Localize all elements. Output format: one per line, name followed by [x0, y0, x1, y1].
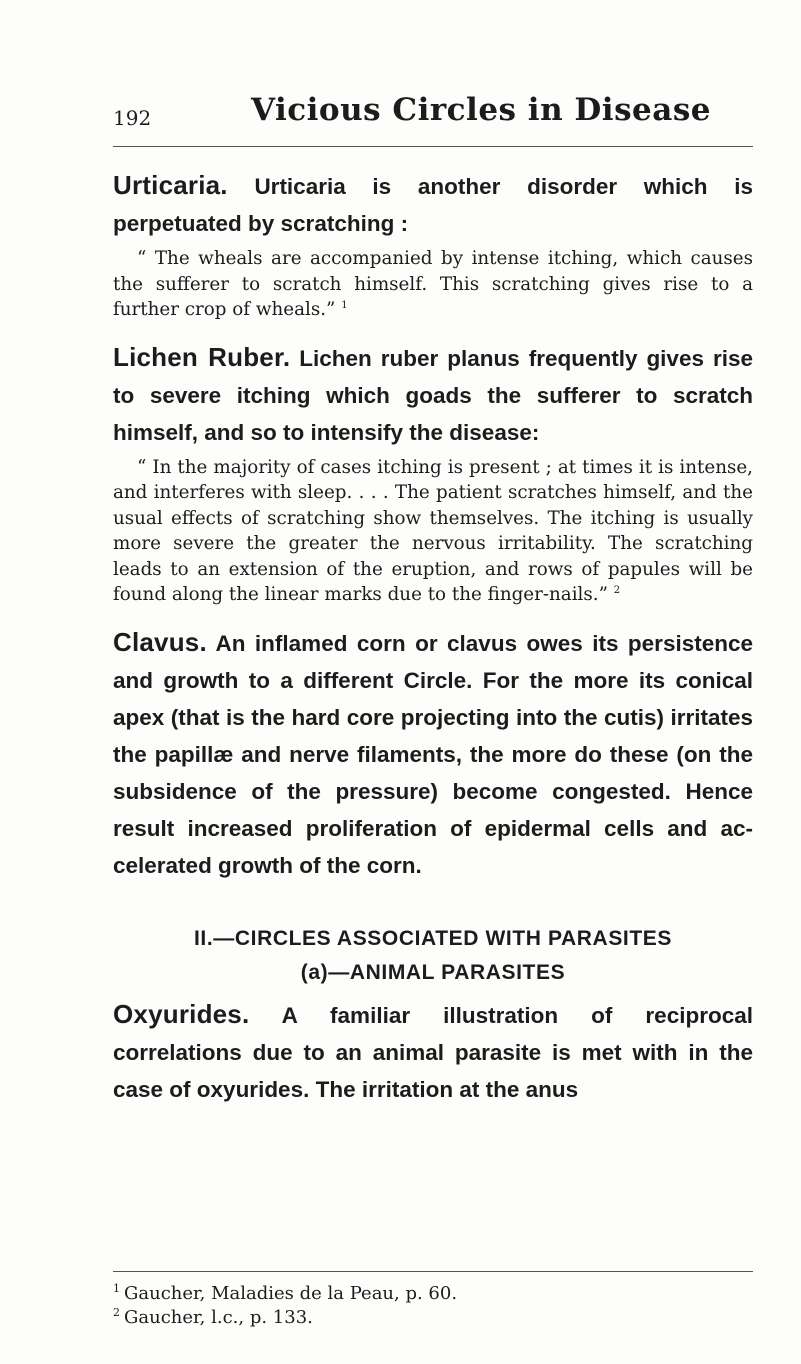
footnote-ref-2: 2: [613, 584, 621, 596]
urticaria-heading: Urticaria.: [113, 170, 228, 200]
footnote-2-number: 2: [113, 1306, 120, 1319]
oxyurides-paragraph: [113, 996, 753, 1108]
lichen-ruber-quote: [113, 455, 753, 608]
oxyurides-heading: Oxyurides.: [113, 998, 250, 1029]
footnote-1-text: Gaucher, Maladies de la Peau, p. 60.: [124, 1283, 458, 1304]
lichen-ruber-paragraph: [113, 339, 753, 451]
lichen-ruber-quote-text: “ In the majority of cases itching is present ; at times it is intense, and interferes with sleep. . . . The patient scratches himself, and the usual effects of scratching show themselves. The itching is usually more severe the greater the nervous irritability. The scratching leads to an extension of the eruption, and rows of papules will be found along the linear marks due to the finger-nails.”: [113, 456, 753, 605]
footnote-2: [113, 1306, 753, 1330]
page-content: [113, 147, 753, 1108]
clavus-heading: Clavus.: [113, 626, 207, 657]
footnote-1-number: 1: [113, 1282, 120, 1295]
running-head: [113, 90, 753, 147]
lichen-ruber-heading: Lichen Ruber.: [113, 341, 291, 372]
urticaria-quote: [113, 246, 753, 323]
part-subtitle: (a)—ANIMAL PARASITES: [300, 960, 566, 984]
oxyurides-body: A familiar illustration of reciprocal correlations due to an animal parasite is met with in the case of oxyurides. The irritation at the anus: [113, 1002, 753, 1102]
footnote-1: [113, 1282, 753, 1306]
urticaria-body: Urticaria is another disorder which is perpetuated by scratching :: [113, 174, 753, 236]
clavus-body: An inflamed corn or clavus owes its persistence and growth to a different Circle. For the more its conical apex (that is the hard core projecting into the cutis) irritates the papillæ and nerve filaments, the more do these (on the subsidence of the pressure) become congested. Hence result increased proliferation of epidermal cells and ac-celerated growth of the corn.: [113, 630, 753, 878]
page-number: 192: [113, 106, 152, 130]
page: [113, 90, 753, 1108]
book-title: Vicious Circles in Disease: [251, 92, 712, 128]
footnote-2-text: Gaucher, l.c., p. 133.: [124, 1307, 313, 1328]
lichen-ruber-body: Lichen ruber planus frequently gives rise to severe itching which goads the sufferer to scratch himself, and so to intensify the disease:: [113, 345, 753, 445]
clavus-paragraph: [113, 624, 753, 884]
urticaria-paragraph: [113, 167, 753, 242]
footnotes: [113, 1271, 753, 1330]
footnote-ref-1: 1: [341, 299, 348, 311]
part-title: II.—CIRCLES ASSOCIATED WITH PARASITES: [194, 926, 672, 950]
urticaria-quote-text: “ The wheals are accompanied by intense itching, which causes the sufferer to scratch himself. This scratching gives rise to a further crop of wheals.”: [113, 248, 753, 320]
